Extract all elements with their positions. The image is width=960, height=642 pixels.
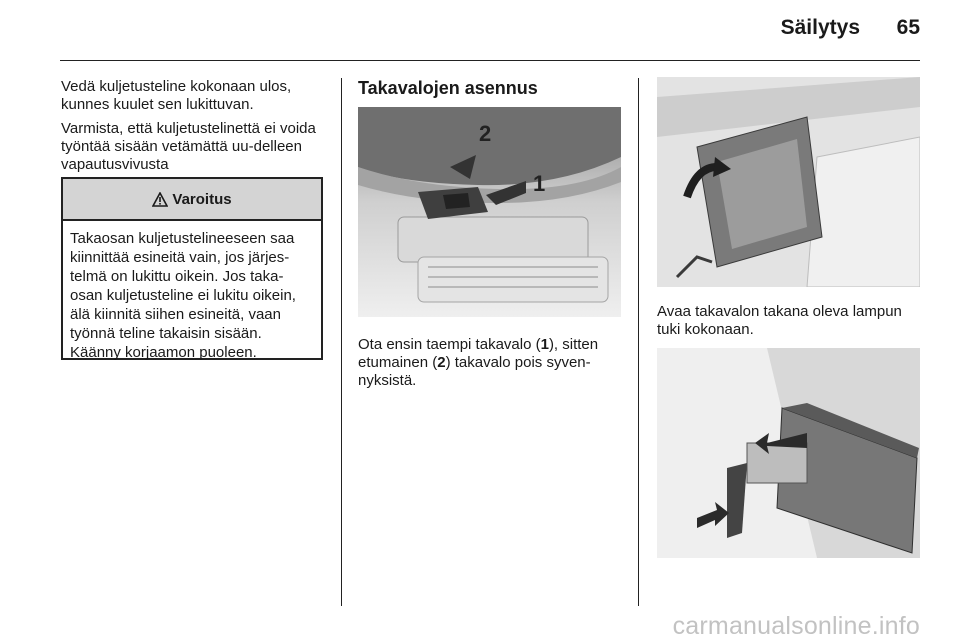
paragraph-check-lock: Varmista, että kuljetustelinettä ei voida työntää sisään vetämättä uu-delleen vapautusvivusta	[61, 120, 316, 173]
column-divider-right	[638, 78, 639, 606]
header-divider	[60, 60, 920, 61]
photo-lamp-holder-detail	[657, 348, 920, 558]
callout-number-2: 2	[479, 121, 492, 146]
warning-text: Takaosan kuljetustelineeseen saa kiinnittää esineitä vain, jos järjes-telmä on lukittu oikein. Jos taka-osan kuljetusteline ei lukitu oikein, älä kiinnitä siihen esineitä, vaan työnnä teline takaisin sisään. Käänny korjaamon puoleen.	[70, 230, 296, 361]
warning-title: Varoitus	[172, 190, 232, 208]
callout-number-1: 1	[533, 171, 546, 196]
lamp-holder-detail-illustration	[657, 348, 920, 558]
paragraph-pull-out: Vedä kuljetusteline kokonaan ulos, kunnes kuulet sen lukittuvan.	[61, 78, 292, 113]
caption-open-lamp-holder: Avaa takavalon takana oleva lampun tuki kokonaan.	[657, 303, 902, 338]
caption-remove-lights: Ota ensin taempi takavalo (1), sitten etumainen (2) takavalo pois syven-nyksistä.	[358, 336, 599, 389]
page-section-title: Säilytys	[780, 16, 860, 39]
warning-box	[61, 177, 323, 360]
watermark: carmanualsonline.info	[672, 612, 920, 640]
lamp-holder-illustration	[657, 77, 920, 287]
warning-triangle-icon	[152, 192, 168, 207]
section-heading: Takavalojen asennus	[358, 78, 538, 98]
page-number: 65	[896, 16, 920, 39]
photo-tail-light-removal	[358, 107, 621, 317]
photo-lamp-holder-open	[657, 77, 920, 287]
column-divider-left	[341, 78, 342, 606]
warning-header	[63, 179, 321, 221]
